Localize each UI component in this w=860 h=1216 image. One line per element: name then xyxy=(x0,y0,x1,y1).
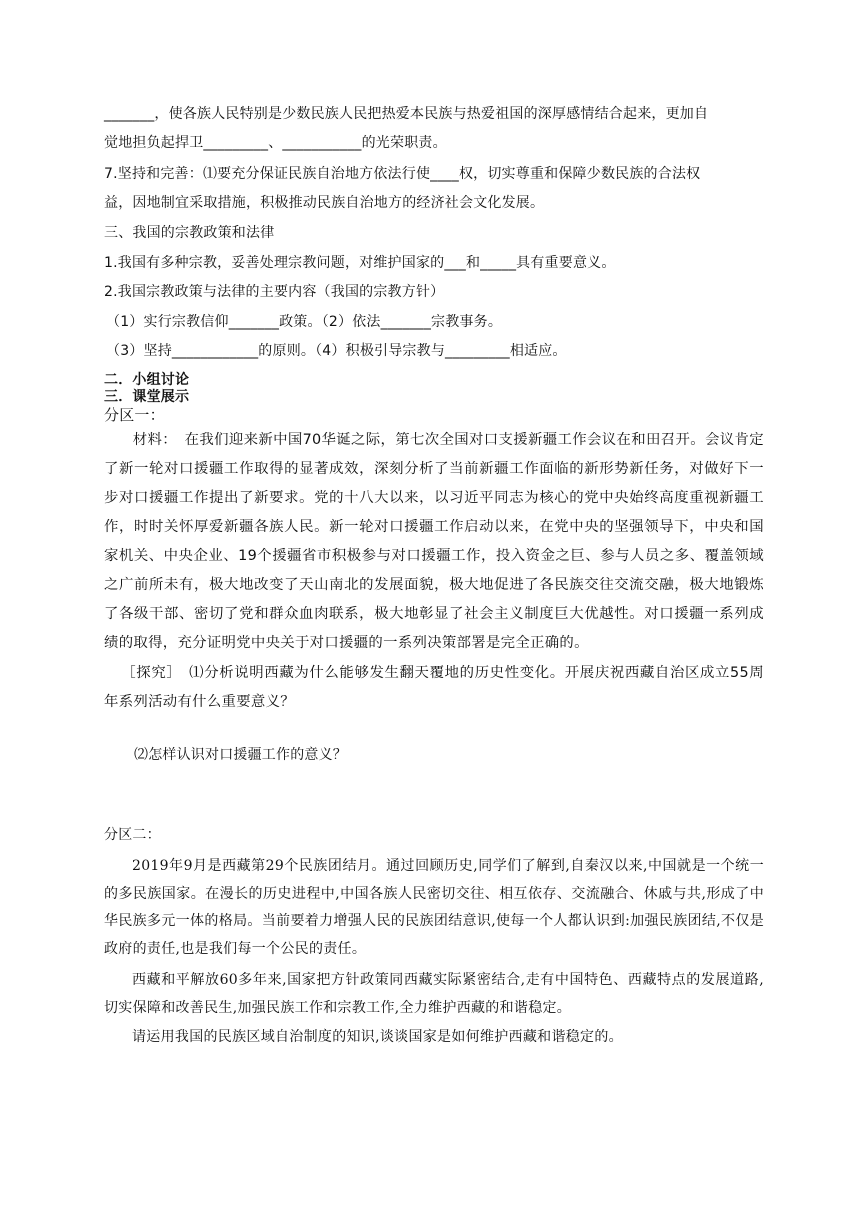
zone-one-question-2: ⑵怎样认识对口援疆工作的意义？ xyxy=(134,747,347,763)
fill-blank-line: 觉地担负起捍卫_________、___________的光荣职责。 xyxy=(104,135,447,151)
fill-blank-sub-1-2: （1）实行宗教信仰_______政策。（2）依法_______宗教事务。 xyxy=(106,314,503,330)
fill-blank-item-7: 7.坚持和完善：⑴要充分保证民族自治地方依法行使____权，切实尊重和保障少数民族的合法权 xyxy=(104,166,701,182)
fill-blank-item-7-cont: 益，因地制宜采取措施，积极推动民族自治地方的经济社会文化发展。 xyxy=(104,195,545,211)
fill-blank-item-1: 1.我国有多种宗教，妥善处理宗教问题，对维护国家的___和_____具有重要意义。 xyxy=(104,255,616,271)
fill-blank-line: _______，使各族人民特别是少数民族人民把热爱本民族与热爱祖国的深厚感情结合起来，更加自 xyxy=(104,106,709,122)
zone-two-question: 请运用我国的民族区域自治制度的知识,谈谈国家是如何维护西藏和谐稳定的。 xyxy=(132,1029,623,1045)
fill-blank-sub-3-4: （3）坚持____________的原则。（4）积极引导宗教与_________相适应。 xyxy=(106,343,567,359)
zone-two-paragraph-2: 西藏和平解放60多年来,国家把方针政策同西藏实际紧密结合,走有中国特色、西藏特点的发展道路,切实保障和改善民生,加强民族工作和宗教工作,全力维护西藏的和谐稳定。 xyxy=(104,972,764,1016)
zone-two-label: 分区二： xyxy=(104,827,161,843)
section-heading-religion: 三、我国的宗教政策和法律 xyxy=(104,225,275,241)
heading-group-discussion: 二．小组讨论 xyxy=(104,372,190,388)
zone-one-explore-question: ［探究］ ⑴分析说明西藏为什么能够发生翻天覆地的历史性变化。开展庆祝西藏自治区成立55周年系列活动有什么重要意义？ xyxy=(104,665,764,710)
zone-one-label: 分区一： xyxy=(104,406,165,424)
zone-two-paragraph-1: 2019年9月是西藏第29个民族团结月。通过回顾历史,同学们了解到,自秦汉以来,中国就是一个统一的多民族国家。在漫长的历史进程中,中国各族人民密切交往、相互依存、交流融合、休戚与共,形成了中华民族多元一体的格局。当前要着力增强人民的民族团结意识,使每一个人都认识到:加强民族团结,不仅是政府的责任,也是我们每一个公民的责任。 xyxy=(104,858,764,957)
zone-one-material: 材料： 在我们迎来新中国70华诞之际，第七次全国对口支援新疆工作会议在和田召开。会议肯定了新一轮对口援疆工作取得的显著成效，深刻分析了当前新疆工作面临的新形势新任务，对做好下一步对口援疆工作提出了新要求。党的十八大以来，以习近平同志为核心的党中央始终高度重视新疆工作，时时关怀厚爱新疆各族人民。新一轮对口援疆工作启动以来，在党中央的坚强领导下，中央和国家机关、中央企业、19个援疆省市积极参与对口援疆工作，投入资金之巨、参与人员之多、覆盖领域之广前所未有，极大地改变了天山南北的发展面貌，极大地促进了各民族交往交流交融，极大地锻炼了各级干部、密切了党和群众血肉联系，极大地彰显了社会主义制度巨大优越性。对口援疆一系列成绩的取得，充分证明党中央关于对口援疆的一系列决策部署是完全正确的。 xyxy=(104,432,764,651)
heading-class-display: 三．课堂展示 xyxy=(104,389,190,405)
fill-blank-item-2: 2.我国宗教政策与法律的主要内容（我国的宗教方针） xyxy=(104,284,445,300)
